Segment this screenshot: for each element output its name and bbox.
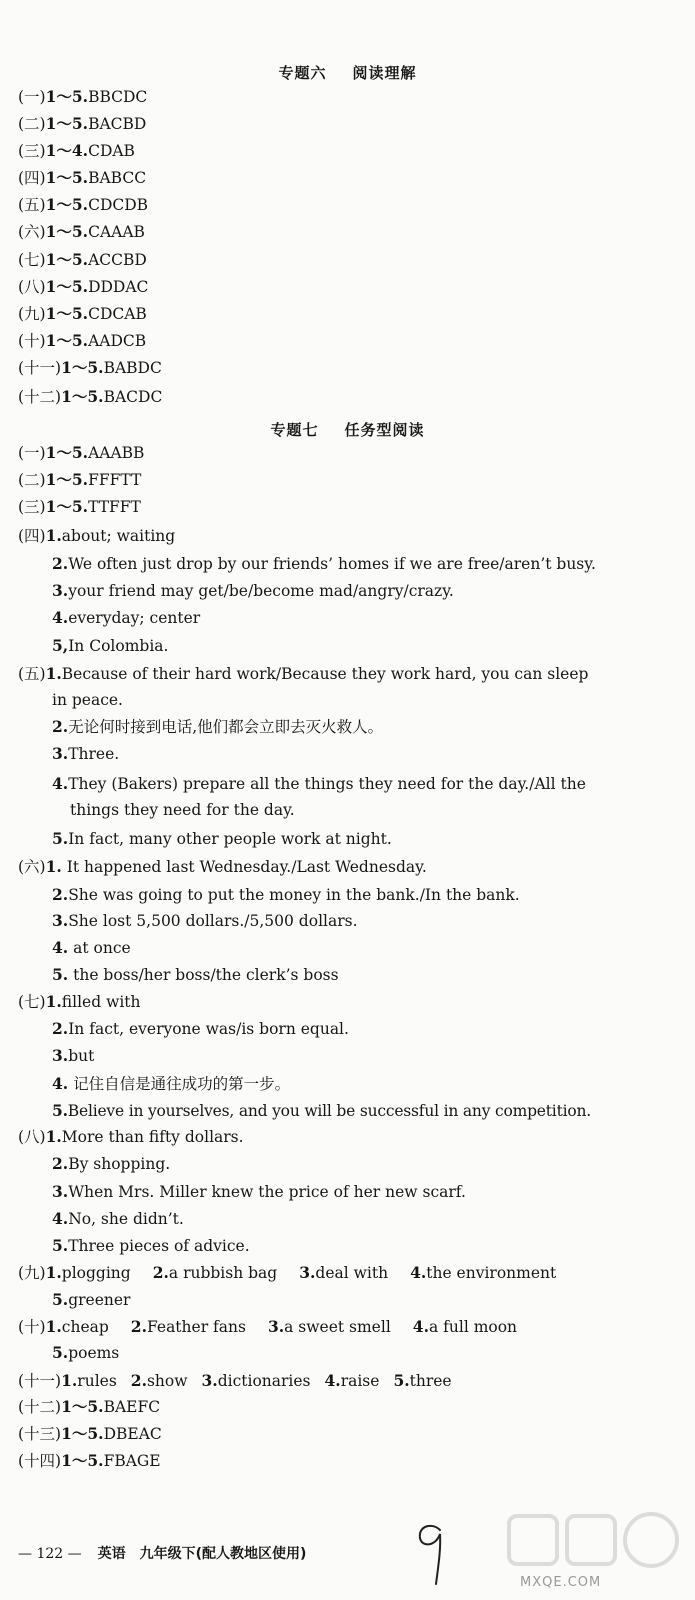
question-label: (三) <box>18 142 46 160</box>
item-text: your friend may get/be/become mad/angry/crazy. <box>68 582 454 600</box>
question-label: (九) <box>18 305 46 323</box>
section-7-title-number: 专题七 <box>270 421 319 439</box>
item-number: 3. <box>201 1371 218 1390</box>
answer-line <box>18 358 162 378</box>
inline-item <box>46 1318 109 1336</box>
answer-line <box>18 470 141 490</box>
question-5-item-2 <box>52 717 383 737</box>
question-4-line-1 <box>18 526 175 546</box>
item-text: poems <box>68 1344 120 1362</box>
question-label: (一) <box>18 88 46 106</box>
item-text: Believe in yourselves, and you will be successful in any competition. <box>67 1102 591 1120</box>
question-answer: CDCAB <box>88 305 147 323</box>
question-label: (五) <box>18 665 46 683</box>
question-5-item-3 <box>52 744 119 764</box>
item-text: show <box>146 1372 188 1390</box>
question-range: 1～5. <box>45 222 89 241</box>
item-number: 1. <box>45 664 62 683</box>
question-range: 1～5. <box>45 168 89 187</box>
inline-item <box>299 1264 388 1282</box>
item-number: 2. <box>130 1371 147 1390</box>
answer-line <box>18 1451 161 1471</box>
question-label: (十一) <box>18 1372 62 1390</box>
item-number: 4. <box>52 774 69 793</box>
item-text: It happened last Wednesday./Last Wednesday. <box>61 858 427 876</box>
question-9-item-5 <box>52 1290 130 1310</box>
inline-item <box>413 1318 517 1336</box>
inline-item <box>61 1372 117 1390</box>
question-6-item-3 <box>52 911 358 931</box>
inline-item <box>325 1372 380 1390</box>
question-7-item-2 <box>52 1019 349 1039</box>
item-number: 2. <box>152 1263 169 1282</box>
item-number: 5, <box>52 636 69 655</box>
watermark-text: MXQE.COM <box>520 1575 602 1590</box>
question-answer: TTFFT <box>88 498 141 516</box>
item-text: deal with <box>315 1264 389 1282</box>
question-label: (四) <box>18 169 46 187</box>
item-number: 1. <box>45 1317 62 1336</box>
question-answer: BBCDC <box>88 88 148 106</box>
item-number: 5. <box>393 1371 410 1390</box>
page-footer <box>18 1543 306 1563</box>
item-text: dictionaries <box>217 1372 311 1390</box>
question-label: (七) <box>18 251 46 269</box>
item-text: No, she didn’t. <box>68 1210 184 1228</box>
question-9-line-1 <box>18 1263 556 1283</box>
question-answer: CAAAB <box>88 223 145 241</box>
question-range: 1～5. <box>45 195 89 214</box>
item-text: She was going to put the money in the bank./In the bank. <box>68 886 520 904</box>
item-number: 1. <box>61 1371 78 1390</box>
question-7-item-3 <box>52 1046 94 1066</box>
question-range: 1～5. <box>61 1397 104 1416</box>
section-7-title <box>0 419 695 440</box>
item-text: rules <box>77 1372 117 1390</box>
item-text: a full moon <box>428 1318 518 1336</box>
question-label: (十三) <box>18 1425 62 1443</box>
item-number: 4. <box>410 1263 427 1282</box>
answer-line <box>18 168 146 188</box>
question-range: 1～5. <box>45 470 89 489</box>
inline-item <box>46 1264 131 1282</box>
question-range: 1～4. <box>45 141 89 160</box>
question-label: (一) <box>18 444 46 462</box>
page-number: — 122 — <box>18 1546 82 1562</box>
question-range: 1～5. <box>45 497 89 516</box>
answer-line <box>18 331 146 351</box>
question-answer: DDDAC <box>88 278 149 296</box>
question-label: (五) <box>18 196 46 214</box>
item-number: 5. <box>52 1343 69 1362</box>
question-8-item-4 <box>52 1209 184 1229</box>
item-number: 2. <box>52 1019 69 1038</box>
item-text: three <box>409 1372 452 1390</box>
item-text: Because of their hard work/Because they work hard, you can sleep <box>61 665 589 683</box>
inline-item <box>268 1318 391 1336</box>
subject-label: 英语 <box>97 1546 126 1562</box>
question-range: 1～5. <box>45 304 89 323</box>
item-text: In Colombia. <box>68 637 169 655</box>
item-number: 4. <box>52 1209 69 1228</box>
grade-label: 九年级下(配人教地区使用) <box>139 1546 307 1562</box>
item-number: 3. <box>299 1263 316 1282</box>
item-text: everyday; center <box>68 609 201 627</box>
question-answer: ACCBD <box>88 251 147 269</box>
item-number: 2. <box>52 1154 69 1173</box>
section-6-title <box>0 62 695 83</box>
question-label: (二) <box>18 115 46 133</box>
item-text: the environment <box>426 1264 557 1282</box>
inline-item <box>410 1264 556 1282</box>
answer-line <box>18 1424 162 1444</box>
question-range: 1～5. <box>45 114 89 133</box>
item-text: but <box>68 1047 95 1065</box>
item-number: 3. <box>52 581 69 600</box>
item-number: 5. <box>52 1290 69 1309</box>
item-text: Three. <box>68 745 120 763</box>
question-4-item-5 <box>52 636 168 656</box>
item-number: 5. <box>52 1101 68 1120</box>
item-text: a sweet smell <box>284 1318 391 1336</box>
question-label: (六) <box>18 858 46 876</box>
item-number: 5. <box>52 829 69 848</box>
question-answer: BABCC <box>88 169 147 187</box>
question-5-line-1 <box>18 664 588 684</box>
item-text: Three pieces of advice. <box>68 1237 250 1255</box>
item-number: 3. <box>52 1182 69 1201</box>
question-range: 1～5. <box>45 250 89 269</box>
question-answer: FBAGE <box>103 1452 161 1470</box>
inline-item <box>131 1318 246 1336</box>
question-6-item-4 <box>52 938 131 958</box>
item-number: 1. <box>45 526 62 545</box>
item-text: When Mrs. Miller knew the price of her new scarf. <box>68 1183 466 1201</box>
item-text: She lost 5,500 dollars./5,500 dollars. <box>68 912 358 930</box>
item-number: 1. <box>45 1263 62 1282</box>
question-answer: BAEFC <box>103 1398 161 1416</box>
item-number: 2. <box>52 717 69 736</box>
question-8-item-3 <box>52 1182 466 1202</box>
item-text: raise <box>340 1372 380 1390</box>
item-text: 无论何时接到电话,他们都会立即去灭火救人。 <box>68 718 384 736</box>
section-7-title-name: 任务型阅读 <box>344 421 425 439</box>
question-range: 1～5. <box>45 277 89 296</box>
question-label: (六) <box>18 223 46 241</box>
item-number: 4. <box>52 1074 69 1093</box>
watermark-logo-icon <box>505 1510 685 1580</box>
item-text: a rubbish bag <box>168 1264 278 1282</box>
question-4-item-4 <box>52 608 200 628</box>
item-number: 3. <box>52 1046 69 1065</box>
item-text: We often just drop by our friends’ homes if we are free/aren’t busy. <box>68 555 596 573</box>
question-label: (二) <box>18 471 46 489</box>
section-6-title-number: 专题六 <box>278 64 327 82</box>
item-text: In fact, everyone was/is born equal. <box>68 1020 349 1038</box>
item-text: plogging <box>61 1264 131 1282</box>
item-text: By shopping. <box>68 1155 171 1173</box>
question-label: (十) <box>18 332 46 350</box>
item-text: In fact, many other people work at night. <box>68 830 392 848</box>
item-text: More than fifty dollars. <box>61 1128 244 1146</box>
item-number: 1. <box>45 1127 62 1146</box>
question-label: (三) <box>18 498 46 516</box>
question-10-line-1 <box>18 1317 517 1337</box>
question-range: 1～5. <box>61 1451 104 1470</box>
item-number: 3. <box>52 744 69 763</box>
section-6-title-name: 阅读理解 <box>352 64 417 82</box>
question-range: 1～5. <box>61 358 104 377</box>
item-number: 4. <box>324 1371 341 1390</box>
answer-line <box>18 250 147 270</box>
question-5-item-4-cont: things they need for the day. <box>70 801 295 819</box>
answer-line <box>18 277 148 297</box>
item-number: 4. <box>52 938 69 957</box>
item-text: at once <box>68 939 131 957</box>
handwritten-nine-icon <box>410 1518 450 1588</box>
question-label: (八) <box>18 278 46 296</box>
item-number: 1. <box>45 992 62 1011</box>
inline-item <box>202 1372 311 1390</box>
question-answer: DBEAC <box>103 1425 162 1443</box>
item-number: 5. <box>52 965 69 984</box>
answer-line <box>18 87 147 107</box>
item-number: 4. <box>412 1317 429 1336</box>
item-text: about; waiting <box>61 527 176 545</box>
question-8-item-5 <box>52 1236 250 1256</box>
item-number: 2. <box>52 554 69 573</box>
question-4-item-3 <box>52 581 454 601</box>
question-label: (十四) <box>18 1452 62 1470</box>
item-number: 2. <box>52 885 69 904</box>
question-7-line-1 <box>18 992 141 1012</box>
question-7-item-4 <box>52 1074 290 1094</box>
item-number: 3. <box>52 911 69 930</box>
item-number: 3. <box>267 1317 285 1336</box>
item-text: filled with <box>61 993 141 1011</box>
inline-item <box>393 1372 451 1390</box>
question-8-item-2 <box>52 1154 170 1174</box>
answer-line <box>18 222 145 242</box>
question-6-item-2 <box>52 885 520 905</box>
question-label: (九) <box>18 1264 46 1282</box>
question-10-item-5 <box>52 1343 119 1363</box>
item-text: They (Bakers) prepare all the things they need for the day./All the <box>68 775 586 793</box>
item-number: 2. <box>130 1317 147 1336</box>
question-range: 1～5. <box>61 1424 104 1443</box>
item-text: 记住自信是通往成功的第一步。 <box>68 1075 291 1093</box>
question-answer: AADCB <box>88 332 147 350</box>
item-text: cheap <box>61 1318 109 1336</box>
question-answer: FFFTT <box>88 471 142 489</box>
question-answer: BACBD <box>88 115 147 133</box>
question-5-item-4 <box>52 774 586 794</box>
question-5-item-5 <box>52 829 392 849</box>
question-6-item-5 <box>52 965 339 985</box>
question-label: (八) <box>18 1128 46 1146</box>
question-answer: BACDC <box>103 388 163 406</box>
item-number: 5. <box>52 1236 69 1255</box>
question-5-item-1-cont: in peace. <box>52 691 123 709</box>
question-label: (七) <box>18 993 46 1011</box>
inline-item <box>153 1264 278 1282</box>
question-11-line <box>18 1371 452 1391</box>
item-text: the boss/her boss/the clerk’s boss <box>68 966 339 984</box>
item-number: 4. <box>52 608 69 627</box>
inline-item <box>131 1372 188 1390</box>
answer-line <box>18 304 147 324</box>
answer-line <box>18 497 141 517</box>
question-answer: BABDC <box>103 359 162 377</box>
question-range: 1～5. <box>45 87 89 106</box>
question-answer: CDAB <box>88 142 135 160</box>
question-range: 1～5. <box>45 331 89 350</box>
answer-line <box>18 141 135 161</box>
item-number: 1. <box>45 857 62 876</box>
question-label: (十) <box>18 1318 46 1336</box>
answer-line <box>18 443 144 463</box>
item-text: Feather fans <box>146 1318 246 1336</box>
answer-line <box>18 1397 160 1417</box>
question-label: (十一) <box>18 359 62 377</box>
answer-line <box>18 195 148 215</box>
question-label: (十二) <box>18 1398 62 1416</box>
question-4-item-2 <box>52 554 596 574</box>
question-answer: CDCDB <box>88 196 149 214</box>
question-label: (四) <box>18 527 46 545</box>
question-range: 1～5. <box>61 387 104 406</box>
item-text: greener <box>68 1291 131 1309</box>
answer-line <box>18 387 162 407</box>
question-label: (十二) <box>18 388 62 406</box>
question-range: 1～5. <box>45 443 89 462</box>
question-6-line-1 <box>18 857 427 877</box>
answer-line <box>18 114 146 134</box>
question-7-item-5 <box>52 1101 591 1121</box>
question-answer: AAABB <box>88 444 145 462</box>
question-8-line-1 <box>18 1127 244 1147</box>
